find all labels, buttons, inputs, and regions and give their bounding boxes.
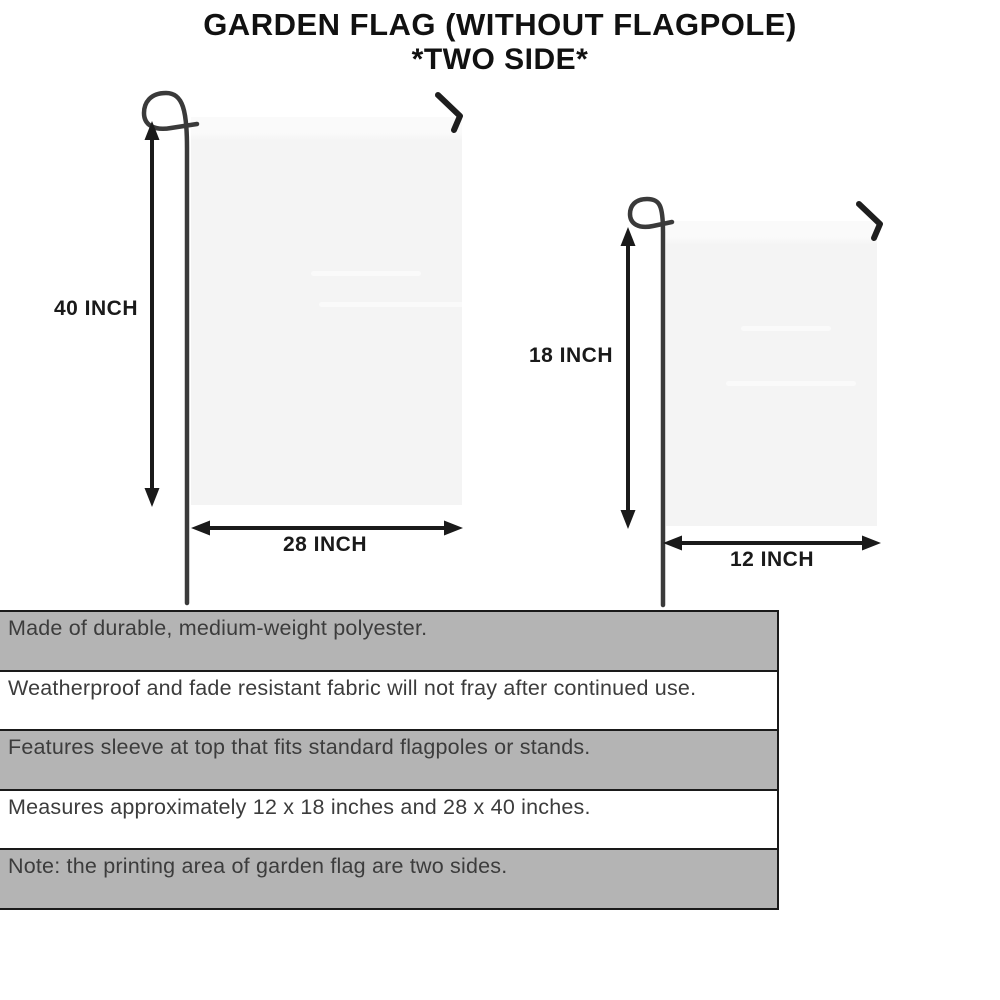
feature-row: Measures approximately 12 x 18 inches and 28 x 40 inches. <box>0 791 777 851</box>
title-line-2: *TWO SIDE* <box>411 43 589 76</box>
small-flag-hook-icon <box>859 204 880 238</box>
feature-row: Made of durable, medium-weight polyester. <box>0 612 777 672</box>
large-flag-width-label: 28 INCH <box>282 533 368 556</box>
feature-row: Note: the printing area of garden flag are two sides. <box>0 850 777 908</box>
large-flag-hook-icon <box>438 95 460 130</box>
small-flag-width-label: 12 INCH <box>729 548 815 571</box>
feature-row: Features sleeve at top that fits standard flagpoles or stands. <box>0 731 777 791</box>
small-flag-height-label: 18 INCH <box>528 344 613 367</box>
title-line-1: GARDEN FLAG (WITHOUT FLAGPOLE) <box>203 7 797 42</box>
features-table <box>0 610 779 910</box>
small-flag-height-arrow <box>621 227 636 529</box>
small-flagpole-icon <box>630 199 672 605</box>
large-flag-height-arrow <box>145 121 160 507</box>
feature-row: Weatherproof and fade resistant fabric will not fray after continued use. <box>0 672 777 732</box>
large-flag-height-label: 40 INCH <box>53 297 138 320</box>
